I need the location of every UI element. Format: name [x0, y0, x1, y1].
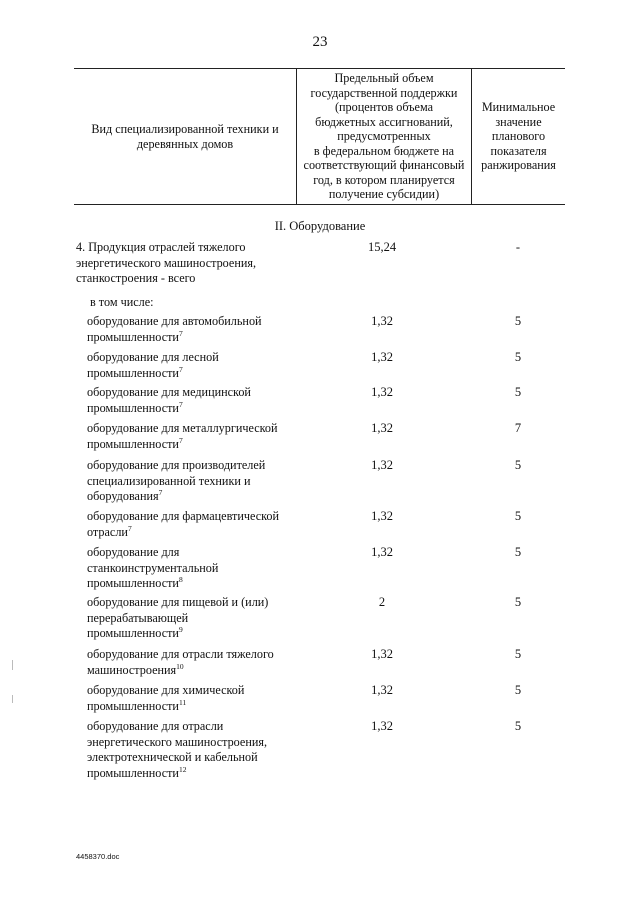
scan-edge-mark	[12, 660, 13, 670]
row-min-value: 5	[514, 595, 522, 609]
footnote-marker: 7	[127, 523, 132, 533]
row-name: оборудование для металлургической промышленности$^7$	[87, 421, 278, 451]
row-name: оборудование для производителей специализированной техники и оборудования$^7$	[87, 458, 266, 503]
row-support-value: 2	[378, 595, 386, 609]
header-column-type-label: Вид специализированной техники и деревянных домов	[91, 122, 279, 151]
section-title: II. Оборудование	[274, 219, 366, 233]
footnote-marker: 11	[178, 697, 187, 707]
header-column-type	[74, 69, 296, 204]
row-support-value: 1,32	[371, 458, 393, 472]
row-support-value: 1,32	[371, 421, 393, 435]
row-min-value: 7	[514, 421, 522, 435]
row-name: в том числе:	[90, 295, 154, 309]
row-min-value: 5	[514, 314, 522, 328]
footnote-marker: 9	[178, 624, 183, 634]
row-name: оборудование для станкоинструментальной промышленности$^8$	[87, 545, 219, 590]
row-support-value: 15,24	[367, 240, 397, 254]
row-support-value: 1,32	[371, 545, 393, 559]
table-header	[74, 68, 565, 205]
footnote-marker: 7	[178, 328, 183, 338]
page-number: 23	[312, 34, 328, 50]
row-min-value: 5	[514, 350, 522, 364]
footnote-marker: 8	[178, 574, 183, 584]
row-support-value: 1,32	[371, 509, 393, 523]
row-min-value: 5	[514, 545, 522, 559]
footnote-marker: 7	[178, 435, 183, 445]
row-min-value: 5	[514, 509, 522, 523]
row-min-value: 5	[514, 458, 522, 472]
row-name: оборудование для химической промышленности$^{11}$	[87, 683, 245, 713]
footer-filename: 4458370.doc	[76, 852, 120, 861]
row-support-value: 1,32	[371, 385, 393, 399]
row-name: 4. Продукция отраслей тяжелого энергетического машиностроения, станкостроения - всего	[76, 240, 257, 285]
row-min-value: 5	[514, 683, 522, 697]
footnote-marker: 7	[178, 364, 183, 374]
footnote-marker: 7	[178, 399, 183, 409]
scan-edge-mark	[12, 695, 13, 703]
row-min-value: 5	[514, 385, 522, 399]
header-column-min-value-label: Минимальное значение планового показателя ранжирования	[481, 100, 556, 173]
row-support-value: 1,32	[371, 719, 393, 733]
row-min-value: 5	[514, 647, 522, 661]
row-support-value: 1,32	[371, 350, 393, 364]
footnote-marker: 7	[158, 487, 163, 497]
header-column-support-volume	[296, 69, 472, 204]
row-support-value: 1,32	[371, 683, 393, 697]
row-name: оборудование для пищевой и (или) перерабатывающей промышленности$^9$	[87, 595, 269, 640]
row-name: оборудование для автомобильной промышленности$^7$	[87, 314, 262, 344]
row-name: оборудование для медицинской промышленности$^7$	[87, 385, 251, 415]
footnote-marker: 12	[178, 764, 187, 774]
header-column-min-value	[472, 69, 565, 204]
row-name: оборудование для фармацевтической отрасли$^7$	[87, 509, 280, 539]
row-min-value: -	[515, 240, 521, 254]
row-support-value: 1,32	[371, 314, 393, 328]
row-name: оборудование для лесной промышленности$^7$	[87, 350, 219, 380]
row-min-value: 5	[514, 719, 522, 733]
footnote-marker: 10	[176, 661, 184, 671]
row-name: оборудование для отрасли тяжелого машиностроения$^{10}$	[87, 647, 274, 677]
row-name: оборудование для отрасли энергетического машиностроения, электротехнической и кабельной промышленности$^{12}$	[87, 719, 268, 780]
row-support-value: 1,32	[371, 647, 393, 661]
header-column-support-label: Предельный объем государственной поддержки (процентов объема бюджетных ассигнований, предусмотренных в федеральном бюджете на соответствующий финансовый год, в котором планируется получение субсидии)	[303, 71, 465, 202]
